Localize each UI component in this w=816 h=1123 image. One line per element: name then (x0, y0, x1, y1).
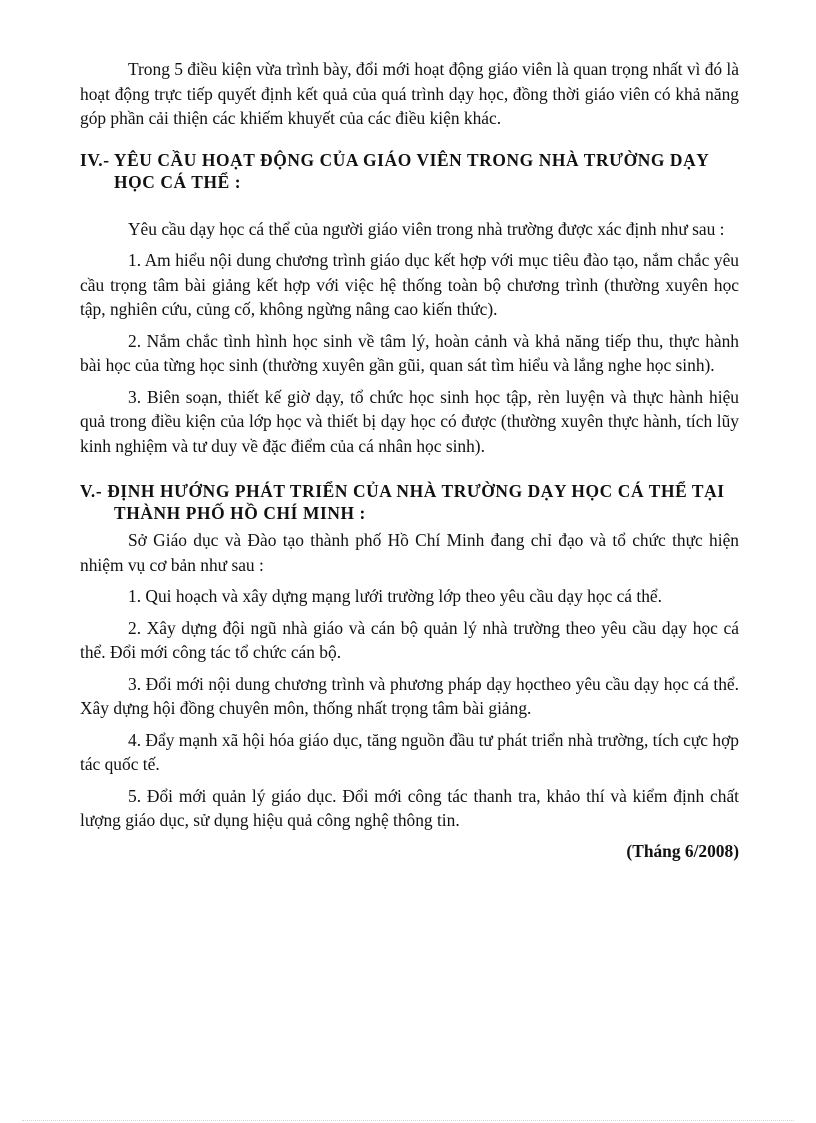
section-v-item-5: 5. Đổi mới quản lý giáo dục. Đổi mới công tác thanh tra, khảo thí và kiểm định chất lượng giáo dục, sử dụng hiệu quả công nghệ thông tin. (80, 785, 739, 830)
section-v-item-1: 1. Qui hoạch và xây dựng mạng lưới trường lớp theo yêu cầu dạy học cá thể. (128, 586, 662, 606)
section-iv-item-1: 1. Am hiểu nội dung chương trình giáo dục kết hợp với mục tiêu đào tạo, nắm chắc yêu cầu trọng tâm bài giảng kết hợp với việc hệ thống toàn bộ chương trình (thường xuyên học tập, nghiên cứu, củng cố, không ngừng nâng cao kiến thức). (80, 250, 739, 319)
document-date: (Tháng 6/2008) (626, 840, 739, 861)
section-iv-heading: IV.- YÊU CẦU HOẠT ĐỘNG CỦA GIÁO VIÊN TRONG NHÀ TRƯỜNG DẠY HỌC CÁ THỂ : (80, 149, 709, 192)
intro-paragraph: Trong 5 điều kiện vừa trình bày, đổi mới hoạt động giáo viên là quan trọng nhất vì đó là hoạt động trực tiếp quyết định kết quả của quá trình dạy học, đồng thời giáo viên có khả năng góp phần cải thiện các khiếm khuyết của các điều kiện khác. (80, 59, 739, 128)
section-iv-item-2: 2. Nắm chắc tình hình học sinh về tâm lý, hoàn cảnh và khả năng tiếp thu, thực hành bài học của từng học sinh (thường xuyên gần gũi, quan sát tìm hiểu và lắng nghe học sinh). (80, 330, 739, 375)
section-v-item-3: 3. Đổi mới nội dung chương trình và phương pháp dạy họctheo yêu cầu dạy học cá thể. Xây dựng hội đồng chuyên môn, thống nhất trọng tâm bài giảng. (80, 673, 739, 718)
section-v-item-2: 2. Xây dựng đội ngũ nhà giáo và cán bộ quản lý nhà trường theo yêu cầu dạy học cá thể. Đổi mới công tác tổ chức cán bộ. (80, 617, 739, 662)
page-bottom-divider (22, 1120, 794, 1121)
section-iv-lead: Yêu cầu dạy học cá thể của người giáo viên trong nhà trường được xác định như sau : (128, 218, 725, 239)
section-v-lead: Sở Giáo dục và Đào tạo thành phố Hồ Chí Minh đang chỉ đạo và tổ chức thực hiện nhiệm vụ cơ bản như sau : (80, 530, 739, 575)
section-v-item-4: 4. Đẩy mạnh xã hội hóa giáo dục, tăng nguồn đầu tư phát triển nhà trường, tích cực hợp tác quốc tế. (80, 729, 739, 774)
section-v-heading: V.- ĐỊNH HƯỚNG PHÁT TRIỂN CỦA NHÀ TRƯỜNG DẠY HỌC CÁ THỂ TẠI THÀNH PHỐ HỒ CHÍ MINH : (80, 481, 725, 523)
section-iv-item-3: 3. Biên soạn, thiết kế giờ dạy, tổ chức học sinh học tập, rèn luyện và thực hành hiệu quả trong điều kiện của lớp học và thiết bị dạy học có được (thường xuyên thực hành, tích lũy kinh nghiệm và tư duy về đặc điểm của cá nhân học sinh). (80, 386, 739, 456)
